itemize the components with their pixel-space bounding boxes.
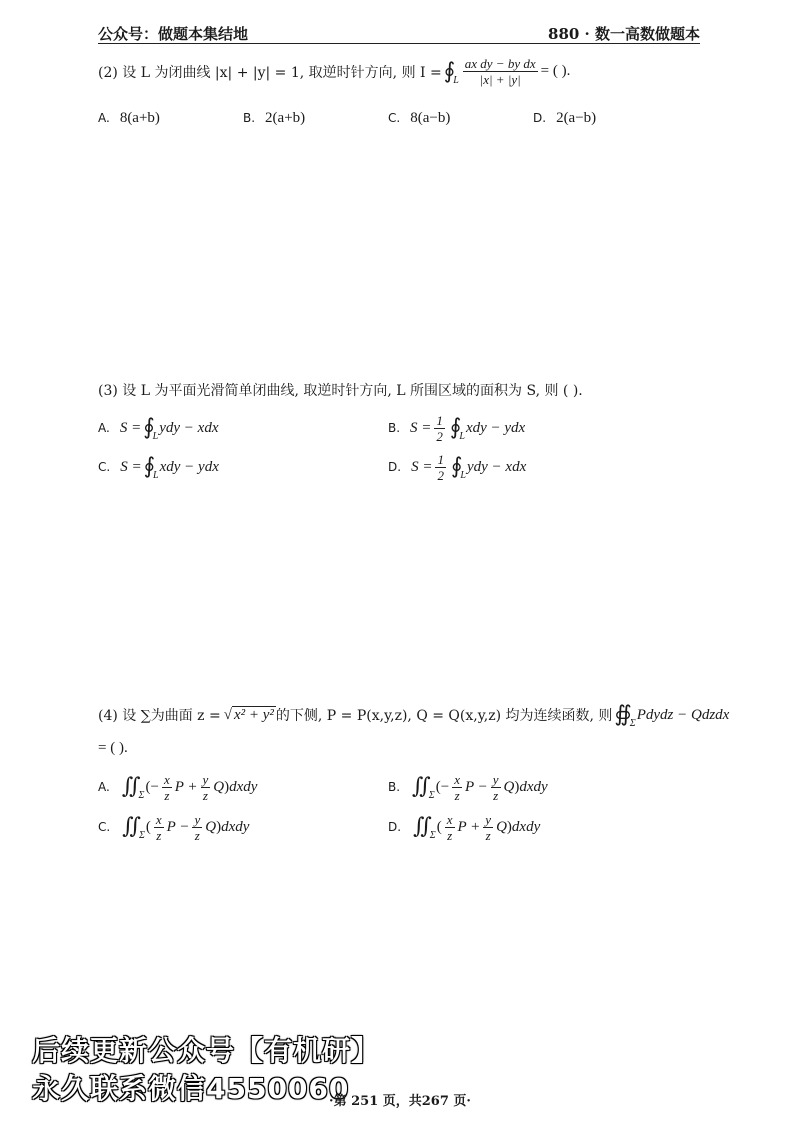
- q4-integrand: Pdydz − Qdzdx: [636, 706, 730, 723]
- page-footer: ·第 251 页，共267 页·: [329, 1094, 471, 1109]
- question-3: [98, 380, 583, 400]
- q2-numerator: ax dy − by dx: [464, 56, 536, 71]
- double-integral-icon: ∬ Σ: [413, 814, 436, 841]
- surface-integral-icon: ∯ Σ: [614, 702, 636, 729]
- q3-option-d[interactable]: D. S = $\frac{1}{2}$ ∮ L ydy − xdx: [388, 451, 527, 483]
- q4-option-a[interactable]: A. ∬ Σ ( − $\frac{x}{z}$ P + $\frac{y}{z}$ Q ) dxdy: [98, 771, 258, 803]
- q2-denominator: |x| + |y|: [479, 72, 521, 87]
- double-integral-icon: ∬ Σ: [121, 774, 145, 801]
- q2-option-c[interactable]: C. 8(a−b): [388, 109, 451, 126]
- q2-option-b[interactable]: B. 2(a+b): [243, 109, 306, 126]
- contour-integral-icon: ∮ L: [449, 415, 465, 442]
- q4-option-d[interactable]: D. ∬ Σ ( $\frac{x}{z}$ P + $\frac{y}{z}$ Q ) dxdy: [388, 811, 541, 843]
- question-4: (4) 设 ∑为曲面 z = √ x² + y² 的下侧, P = P(x,y,z), Q = Q(x,y,z) 均为连续函数, 则 ∯ Σ Pdydz − Qdzdx = ( ).: [98, 702, 730, 756]
- q4-stem-b: 的下侧, P = P(x,y,z), Q = Q(x,y,z) 均为连续函数, 则: [275, 708, 613, 724]
- q4-options-row2: [98, 810, 698, 844]
- q2-stem: (2) 设 L 为闭曲线 |x| + |y| = 1, 取逆时针方向, 则 I =: [98, 64, 442, 81]
- q2-option-d[interactable]: D. 2(a−b): [533, 109, 597, 126]
- watermark-line-2: 永久联系微信4550060: [32, 1072, 350, 1105]
- q3-option-a[interactable]: A. S = ∮ L ydy − xdx: [98, 415, 219, 442]
- q3-options-row1: [98, 411, 698, 445]
- q2-tail: = ( ).: [540, 63, 571, 79]
- watermark-line-1: 后续更新公众号【有机研】: [32, 1034, 381, 1067]
- q4-stem-a: (4) 设 ∑为曲面 z =: [98, 708, 221, 724]
- q2-options: [98, 101, 698, 135]
- page-header: [98, 22, 700, 44]
- double-integral-icon: ∬ Σ: [122, 814, 145, 841]
- q3-options-row2: [98, 450, 698, 484]
- q4-sqrt-content: x² + y²: [233, 707, 274, 723]
- question-2: [98, 56, 570, 87]
- header-left: 公众号：做题本集结地: [98, 24, 249, 43]
- q3-option-b[interactable]: B. S = $\frac{1}{2}$ ∮ L xdy − ydx: [388, 412, 526, 444]
- q4-option-c[interactable]: C. ∬ Σ ( $\frac{x}{z}$ P − $\frac{y}{z}$ Q ) dxdy: [98, 811, 250, 843]
- contour-integral-icon: ∮ L: [450, 454, 466, 481]
- q2-option-a[interactable]: A. 8(a+b): [98, 109, 160, 126]
- q3-stem: (3) 设 L 为平面光滑简单闭曲线, 取逆时针方向, L 所围区域的面积为 S, 则 ( ).: [98, 383, 583, 399]
- q3-option-c[interactable]: C. S = ∮ L xdy − ydx: [98, 454, 219, 481]
- double-integral-icon: ∬ Σ: [412, 774, 435, 801]
- contour-integral-icon: ∮ L: [143, 415, 159, 442]
- contour-integral-icon: ∮ L: [443, 58, 459, 86]
- header-rule: [98, 43, 700, 44]
- header-right: 880 · 数一高数做题本: [548, 24, 700, 43]
- q4-options-row1: [98, 770, 698, 804]
- contour-integral-icon: ∮ L: [143, 454, 159, 481]
- q2-fraction: [463, 56, 538, 87]
- q4-option-b[interactable]: B. ∬ Σ ( − $\frac{x}{z}$ P − $\frac{y}{z}$ Q ) dxdy: [388, 771, 548, 803]
- q4-line2: = ( ).: [98, 740, 128, 756]
